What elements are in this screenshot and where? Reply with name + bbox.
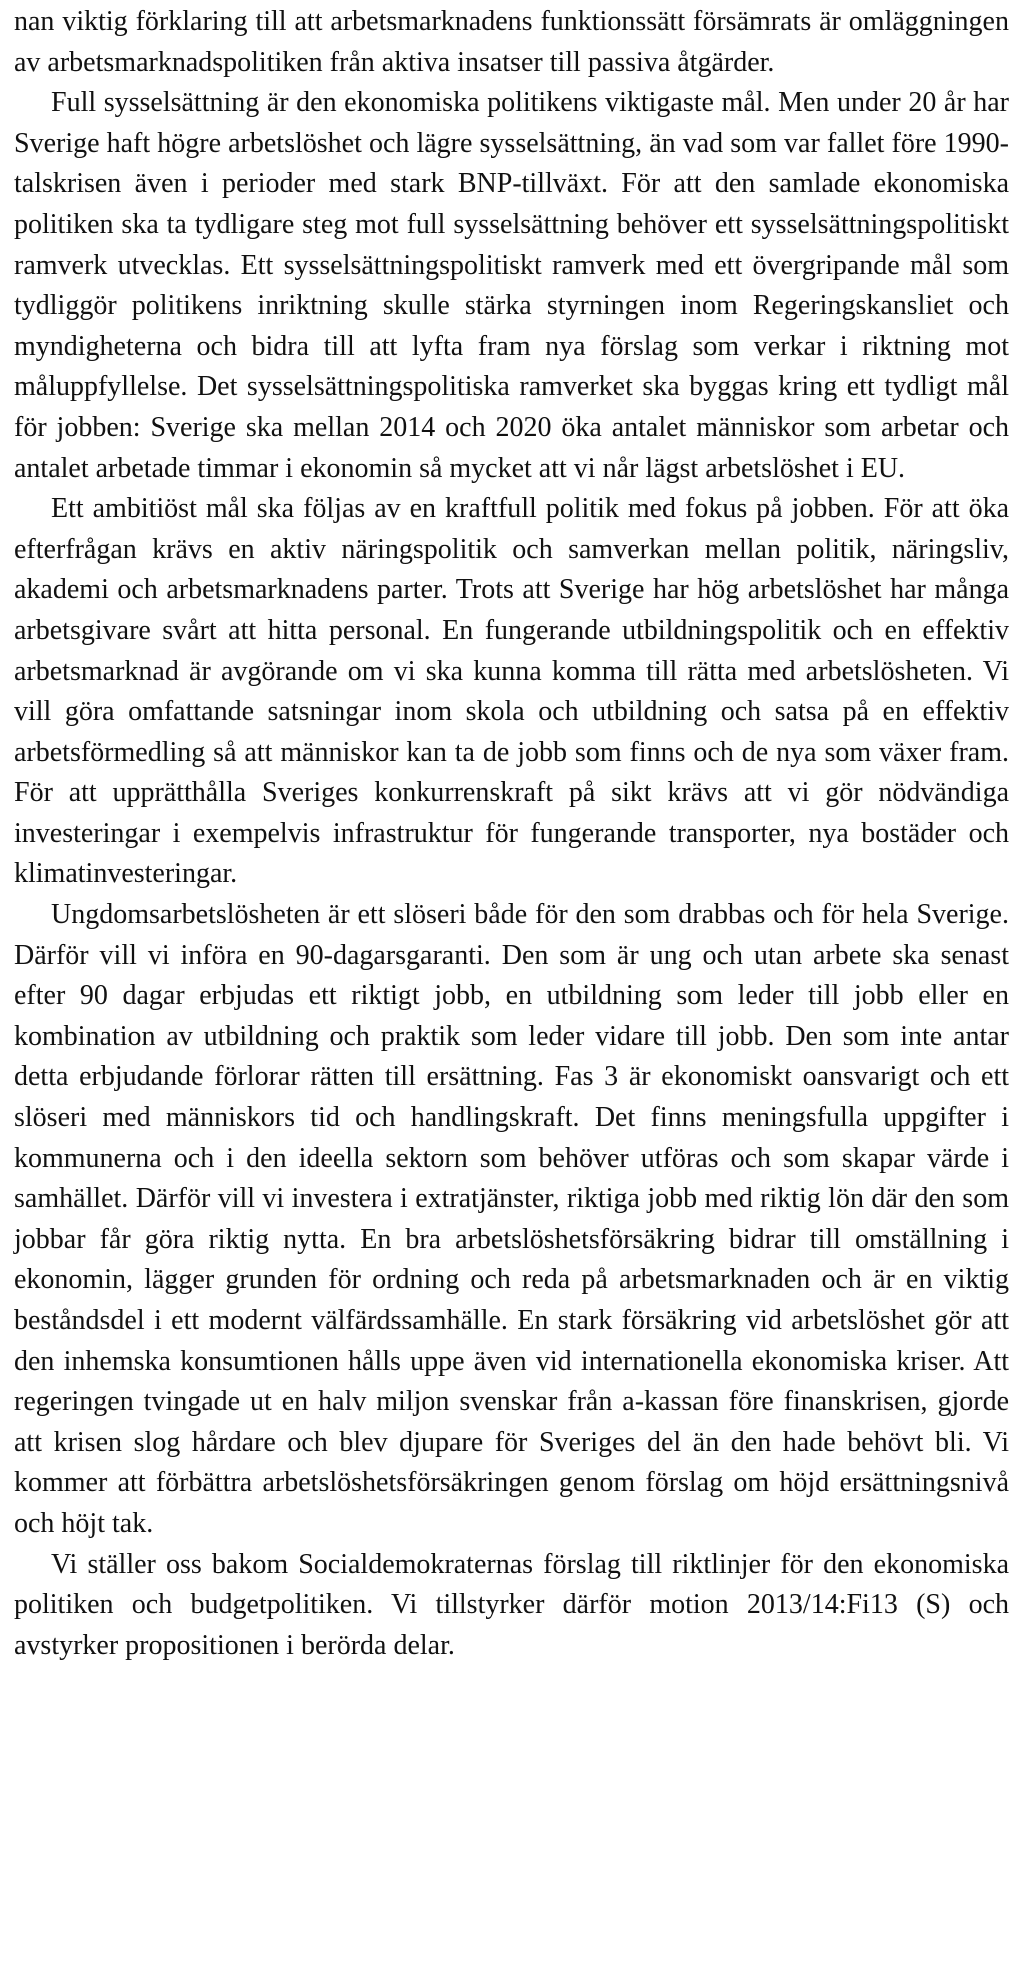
paragraph-4: Ungdomsarbetslösheten är ett slöseri både för den som drabbas och för hela Sverige. Därför vill vi införa en 90-dagarsgaranti. Den som är ung och utan arbete ska senast efter 90 dagar erbjudas ett riktigt jobb, en utbildning som leder till jobb eller en kombination av utbildning och praktik som leder vidare till jobb. Den som inte antar detta erbjudande förlorar rätten till ersättning. Fas 3 är ekonomiskt oansvarigt och ett slöseri med människors tid och handlingskraft. Det finns meningsfulla uppgifter i kommunerna och i den ideella sektorn som behöver utföras och som skapar värde i samhället. Därför vill vi investera i extratjänster, riktiga jobb med riktig lön där den som jobbar får göra riktig nytta. En bra arbetslöshetsförsäkring bidrar till omställning i ekonomin, lägger grunden för ordning och reda på arbetsmarknaden och är en viktig beståndsdel i ett modernt välfärdssamhälle. En stark försäkring vid arbetslöshet gör att den inhemska konsumtionen hålls uppe även vid internationella ekonomiska kriser. Att regeringen tvingade ut en halv miljon svenskar från a-kassan före finanskrisen, gjorde att krisen slog hårdare och blev djupare för Sveriges del än den hade behövt bli. Vi kommer att förbättra arbetslöshetsförsäkringen genom förslag om höjd ersättningsnivå och höjt tak. <box>14 899 1009 1539</box>
document-page <box>14 2 1009 1666</box>
paragraph-1: nan viktig förklaring till att arbetsmarknadens funktionssätt försämrats är omläggningen av arbetsmarknadspolitiken från aktiva insatser till passiva åtgärder. <box>14 6 1009 78</box>
paragraph-2: Full sysselsättning är den ekonomiska politikens viktigaste mål. Men under 20 år har Sverige haft högre arbetslöshet och lägre sysselsättning, än vad som var fallet före 1990-talskrisen även i perioder med stark BNP-tillväxt. För att den samlade ekonomiska politiken ska ta tydligare steg mot full sysselsättning behöver ett sysselsättningspolitiskt ramverk utvecklas. Ett sysselsättningspolitiskt ramverk med ett övergripande mål som tydliggör politikens inriktning skulle stärka styrningen inom Regeringskansliet och myndigheterna och bidra till att lyfta fram nya förslag som verkar i riktning mot måluppfyllelse. Det sysselsättningspolitiska ramverket ska byggas kring ett tydligt mål för jobben: Sverige ska mellan 2014 och 2020 öka antalet människor som arbetar och antalet arbetade timmar i ekonomin så mycket att vi når lägst arbetslöshet i EU. <box>14 87 1009 484</box>
paragraph-3: Ett ambitiöst mål ska följas av en kraftfull politik med fokus på jobben. För att öka efterfrågan krävs en aktiv näringspolitik och samverkan mellan politik, näringsliv, akademi och arbetsmarknadens parter. Trots att Sverige har hög arbetslöshet har många arbetsgivare svårt att hitta personal. En fungerande utbildningspolitik och en effektiv arbetsmarknad är avgörande om vi ska kunna komma till rätta med arbetslösheten. Vi vill göra omfattande satsningar inom skola och utbildning och satsa på en effektiv arbetsförmedling så att människor kan ta de jobb som finns och de nya som växer fram. För att upprätthålla Sveriges konkurrenskraft på sikt krävs att vi gör nödvändiga investeringar i exempelvis infrastruktur för fungerande transporter, nya bostäder och klimatinvesteringar. <box>14 493 1009 890</box>
paragraph-5: Vi ställer oss bakom Socialdemokraternas förslag till riktlinjer för den ekonomiska politiken och budgetpolitiken. Vi tillstyrker därför motion 2013/14:Fi13 (S) och avstyrker propositionen i berörda delar. <box>14 1548 1009 1661</box>
